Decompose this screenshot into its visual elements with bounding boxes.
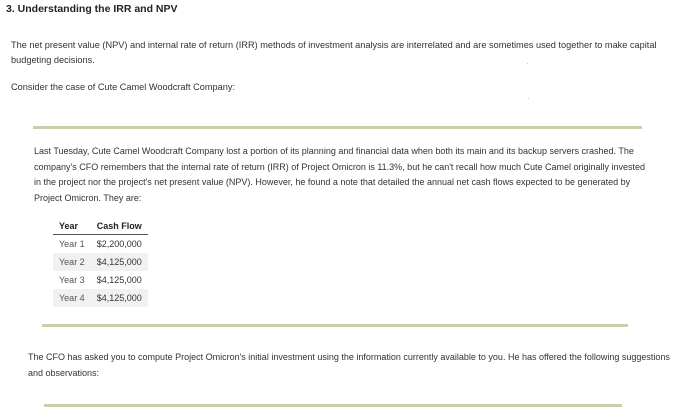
table-row	[53, 235, 148, 254]
cash-flow-cell: $4,125,000	[91, 289, 148, 307]
consider-paragraph: Consider the case of Cute Camel Woodcraft Company:	[11, 82, 236, 92]
table-header-row	[53, 219, 148, 235]
cash-flow-table	[53, 219, 148, 307]
divider	[42, 324, 628, 327]
cash-flow-cell: $4,125,000	[96, 275, 142, 285]
year-cell: Year 2	[53, 253, 91, 271]
scenario-paragraph: Last Tuesday, Cute Camel Woodcraft Company lost a portion of its planning and financial data when both its main and its backup servers crashed. The company's CFO remembers that the internal rate of return (IRR) of Project Omicron is 11.3%, but he can't recall how much Cute Camel originally invested in the project nor the project's net present value (NPV). However, he found a note that detailed the annual net cash flows expected to be generated by Project Omicron. They are:	[34, 146, 646, 203]
section-title: 3. Understanding the IRR and NPV	[6, 3, 178, 15]
year-cell: Year 3	[59, 275, 85, 285]
stray-mark: ·	[526, 58, 529, 68]
table-row	[53, 253, 148, 271]
cash-flow-cell: $4,125,000	[91, 253, 148, 271]
stray-mark: ·	[527, 93, 530, 103]
divider	[44, 404, 622, 407]
divider	[33, 126, 642, 129]
table-row	[53, 271, 148, 289]
cash-flow-cell: $2,200,000	[96, 239, 142, 249]
intro-paragraph: The net present value (NPV) and internal rate of return (IRR) methods of investment analysis are interrelated and are sometimes used together to make capital budgeting decisions.	[11, 40, 657, 65]
column-header-cash-flow: Cash Flow	[91, 219, 148, 235]
year-cell: Year 4	[53, 289, 91, 307]
closing-paragraph: The CFO has asked you to compute Project Omicron's initial investment using the information currently available to you. He has offered the following suggestions and observations:	[28, 352, 670, 378]
table-row	[53, 289, 148, 307]
column-header-year: Year	[53, 219, 91, 235]
year-cell: Year 1	[59, 239, 85, 249]
